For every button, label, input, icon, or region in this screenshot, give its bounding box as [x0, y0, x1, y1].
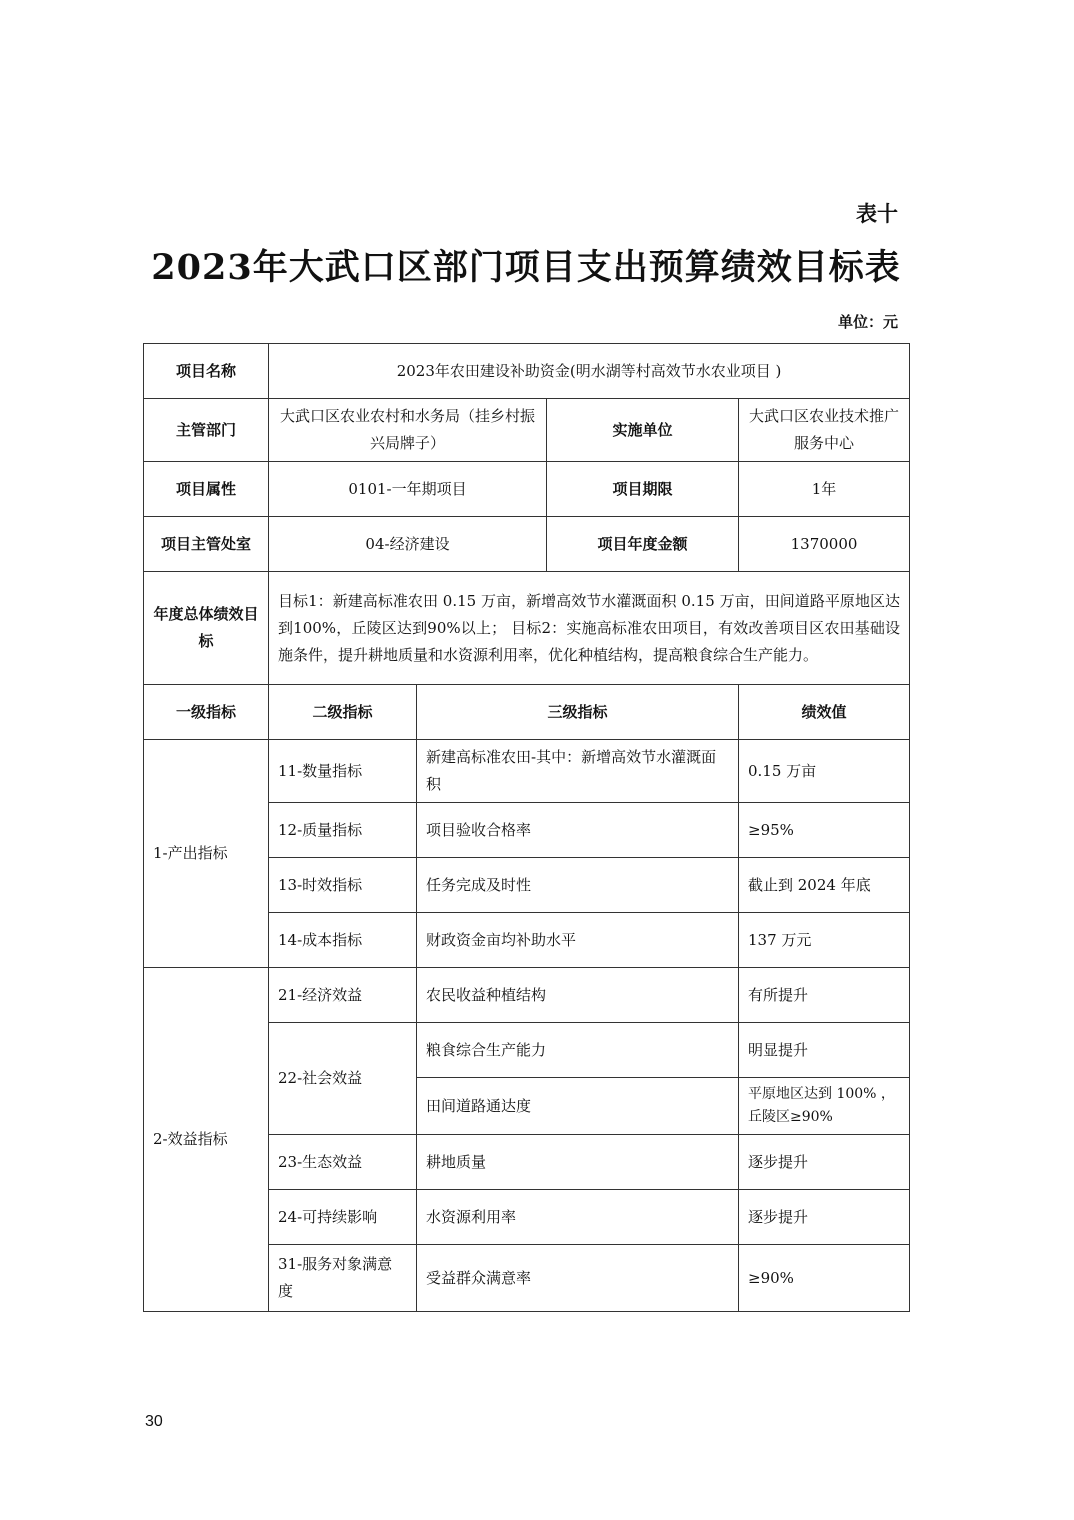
project-term-value: 1年 [739, 462, 910, 517]
level2-header: 二级指标 [269, 685, 417, 740]
annual-amount-value: 1370000 [739, 517, 910, 572]
project-name-value: 2023年农田建设补助资金(明水湖等村高效节水农业项目 ) [269, 344, 910, 399]
row-department [144, 399, 910, 462]
value-cell: 明显提升 [739, 1023, 910, 1078]
level2-cell: 24-可持续影响 [269, 1190, 417, 1245]
value-cell: 平原地区达到 100% ，丘陵区≥90% [739, 1078, 910, 1135]
annual-amount-label: 项目年度金额 [547, 517, 739, 572]
level3-cell: 任务完成及时性 [417, 858, 739, 913]
annual-goal-text: 目标1：新建高标准农田 0.15 万亩，新增高效节水灌溉面积 0.15 万亩，田间道路平原地区达到100%，丘陵区达到90%以上； 目标2：实施高标准农田项目，有效改善项目区农田基础设施条件，提升耕地质量和水资源利用率，优化种植结构，提高粮食综合生产能力。 [269, 572, 910, 685]
value-cell: 逐步提升 [739, 1135, 910, 1190]
level2-cell: 14-成本指标 [269, 913, 417, 968]
value-header: 绩效值 [739, 685, 910, 740]
level3-header: 三级指标 [417, 685, 739, 740]
level3-cell: 粮食综合生产能力 [417, 1023, 739, 1078]
value-cell: ≥90% [739, 1245, 910, 1312]
level3-cell: 水资源利用率 [417, 1190, 739, 1245]
performance-table [143, 343, 910, 1312]
project-attribute-label: 项目属性 [144, 462, 269, 517]
value-cell: 0.15 万亩 [739, 740, 910, 803]
page-title: 2023年大武口区部门项目支出预算绩效目标表 [151, 247, 901, 288]
table-row [144, 968, 910, 1023]
office-label: 项目主管处室 [144, 517, 269, 572]
row-annual-goal [144, 572, 910, 685]
level3-cell: 耕地质量 [417, 1135, 739, 1190]
value-cell: 有所提升 [739, 968, 910, 1023]
level2-cell: 23-生态效益 [269, 1135, 417, 1190]
row-project-name [144, 344, 910, 399]
level3-cell: 项目验收合格率 [417, 803, 739, 858]
level2-cell: 22-社会效益 [269, 1023, 417, 1135]
table-number: 表十 [856, 202, 898, 226]
level3-cell: 农民收益种植结构 [417, 968, 739, 1023]
project-name-label: 项目名称 [144, 344, 269, 399]
implementing-unit-value: 大武口区农业技术推广服务中心 [739, 399, 910, 462]
level2-cell: 13-时效指标 [269, 858, 417, 913]
table-row [144, 740, 910, 803]
annual-goal-label: 年度总体绩效目标 [144, 572, 269, 685]
department-label: 主管部门 [144, 399, 269, 462]
value-cell: 137 万元 [739, 913, 910, 968]
level3-cell: 田间道路通达度 [417, 1078, 739, 1135]
page-number: 30 [145, 1413, 163, 1430]
office-value: 04-经济建设 [269, 517, 547, 572]
value-cell: 截止到 2024 年底 [739, 858, 910, 913]
level1-cell: 2-效益指标 [144, 968, 269, 1312]
row-office [144, 517, 910, 572]
value-cell: ≥95% [739, 803, 910, 858]
level2-cell: 12-质量指标 [269, 803, 417, 858]
implementing-unit-label: 实施单位 [547, 399, 739, 462]
row-attribute [144, 462, 910, 517]
level2-cell: 21-经济效益 [269, 968, 417, 1023]
level1-header: 一级指标 [144, 685, 269, 740]
level3-cell: 新建高标准农田-其中：新增高效节水灌溉面积 [417, 740, 739, 803]
level3-cell: 财政资金亩均补助水平 [417, 913, 739, 968]
level1-cell: 1-产出指标 [144, 740, 269, 968]
project-attribute-value: 0101-一年期项目 [269, 462, 547, 517]
unit-label: 单位：元 [837, 313, 898, 331]
project-term-label: 项目期限 [547, 462, 739, 517]
department-value: 大武口区农业农村和水务局（挂乡村振兴局牌子） [269, 399, 547, 462]
level2-cell: 11-数量指标 [269, 740, 417, 803]
header-row [144, 685, 910, 740]
level2-cell: 31-服务对象满意度 [269, 1245, 417, 1312]
level3-cell: 受益群众满意率 [417, 1245, 739, 1312]
value-cell: 逐步提升 [739, 1190, 910, 1245]
